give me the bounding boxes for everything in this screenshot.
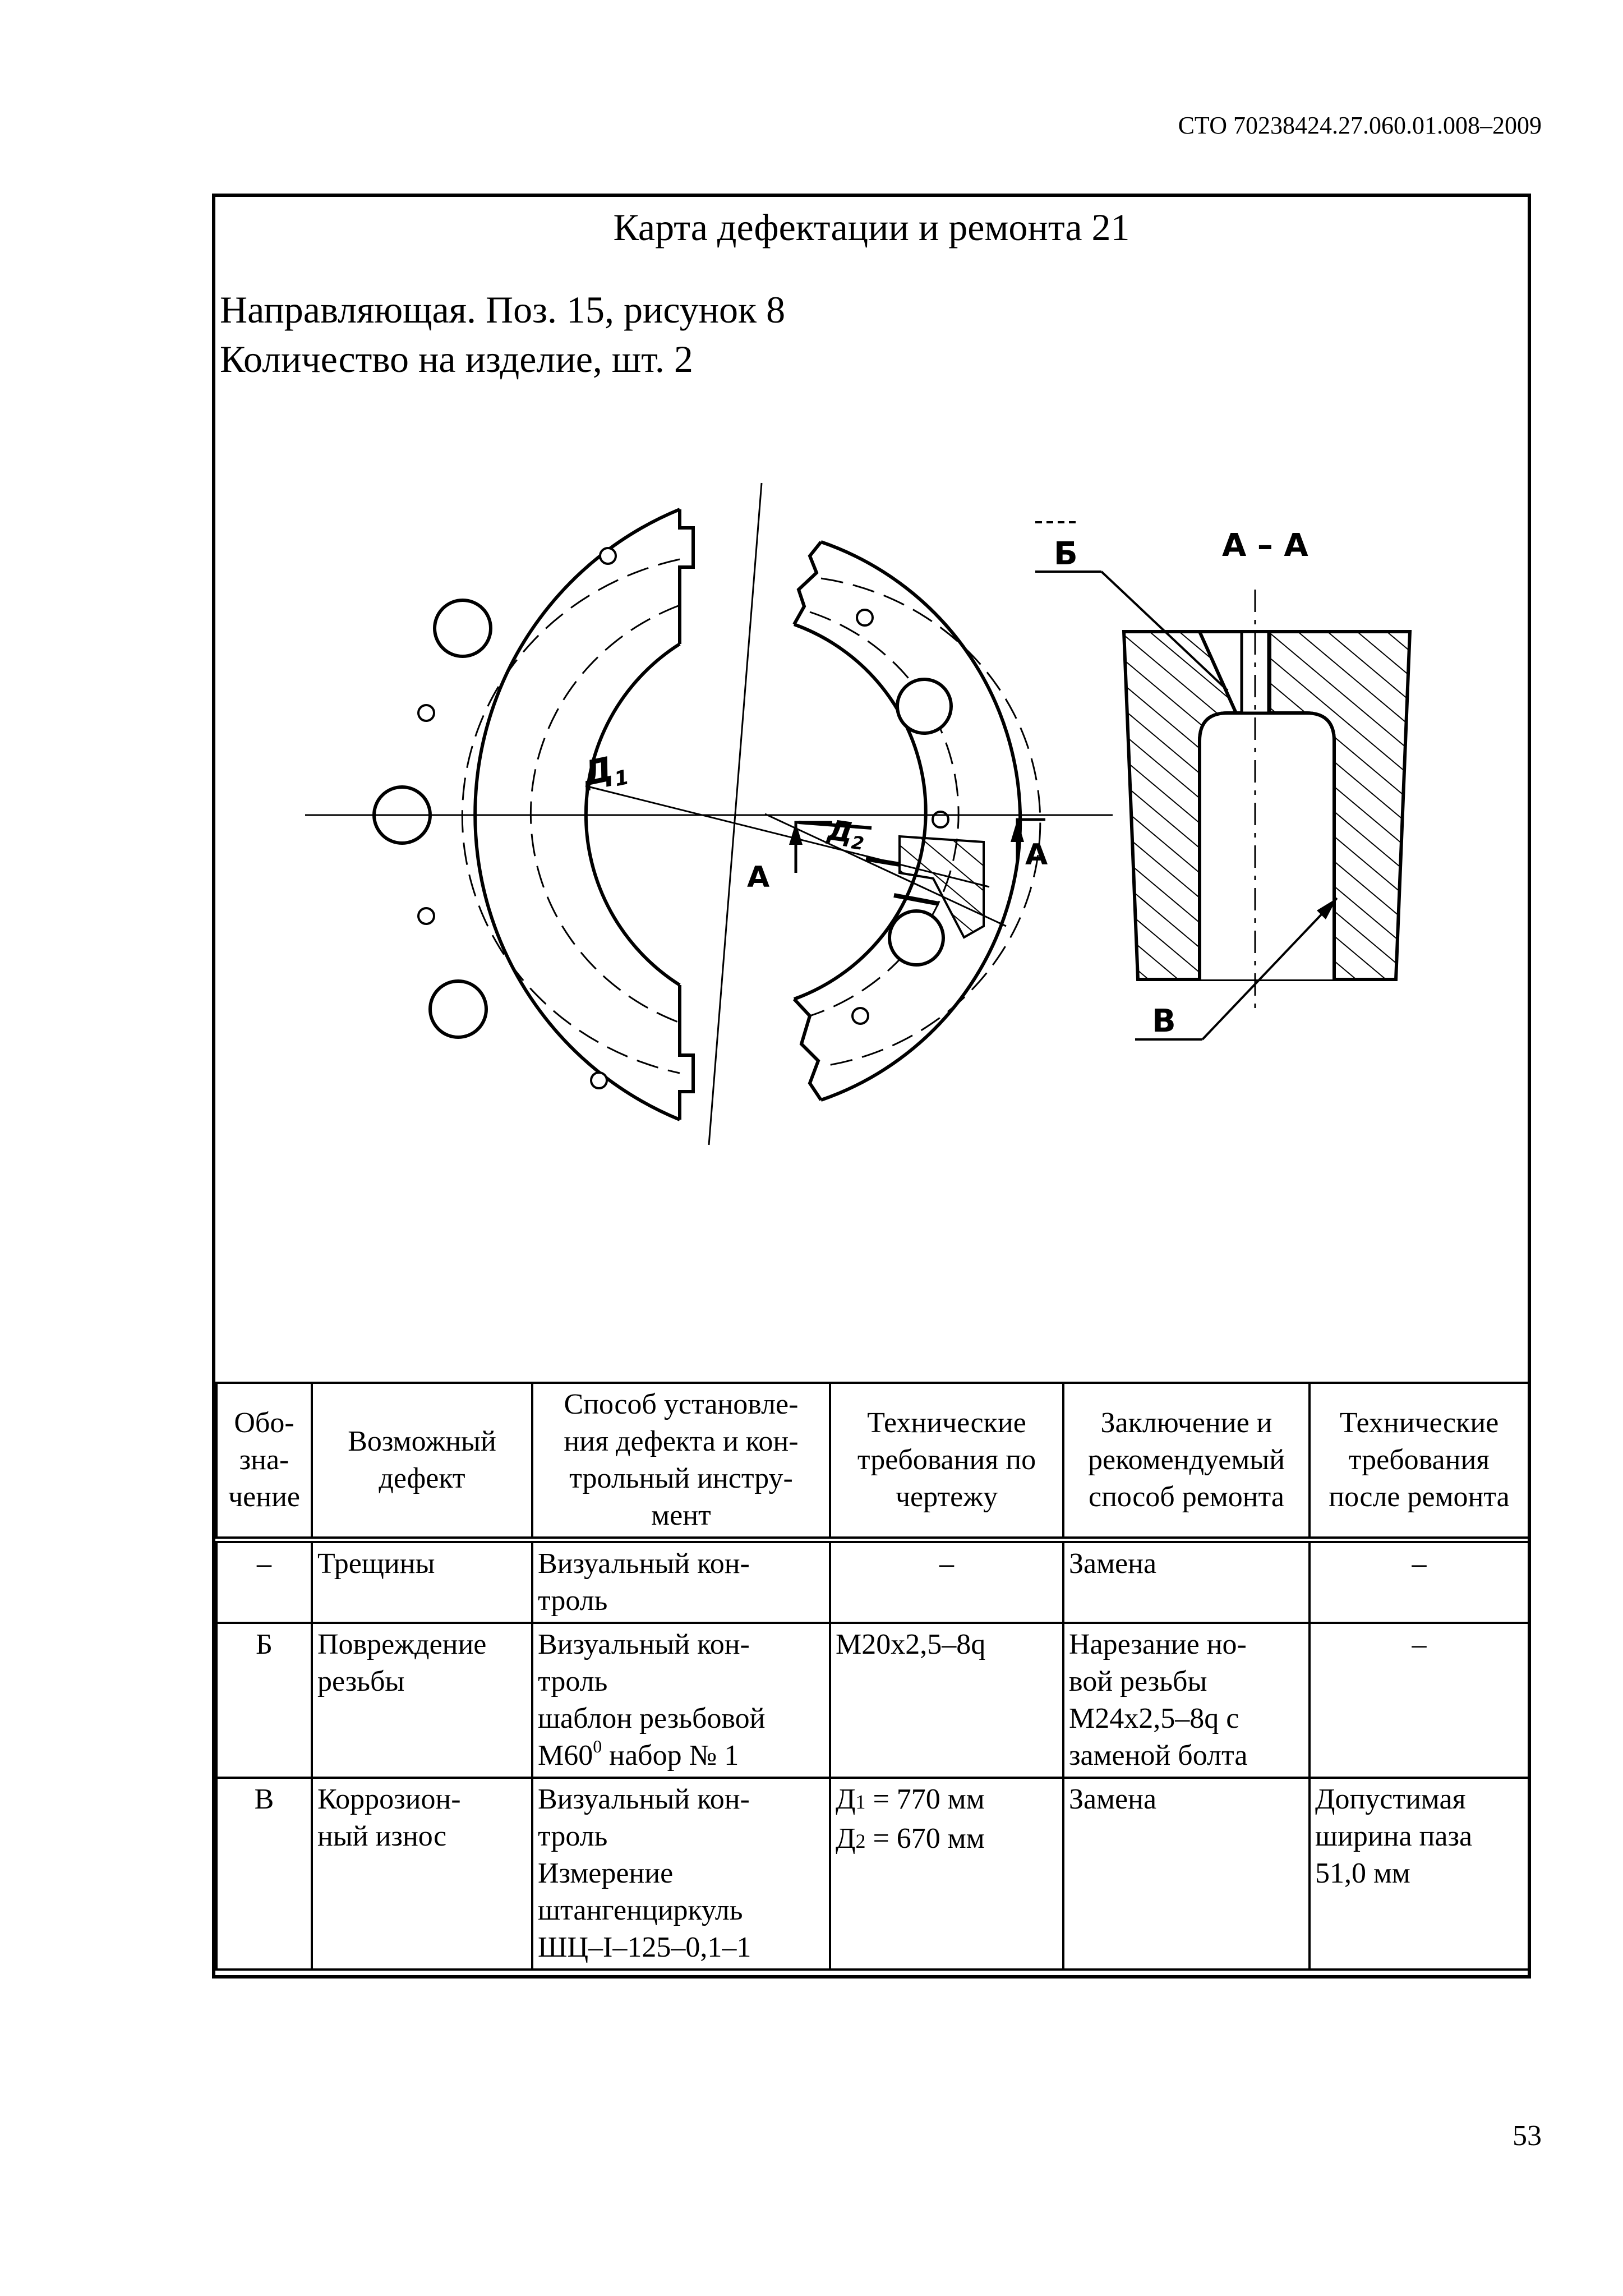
label-a-left: А xyxy=(747,861,770,894)
cell-req-after: Допустимая ширина паза 51,0 мм xyxy=(1310,1778,1529,1970)
col-header-req-drawing: Технические требования по чертежу xyxy=(830,1383,1063,1540)
card-title: Карта дефектации и ремонта 21 xyxy=(613,206,1130,249)
section-slot xyxy=(1200,713,1334,979)
right-bolt-3 xyxy=(852,1008,868,1024)
cell-req-drawing xyxy=(830,1778,1063,1970)
cell-req-after: – xyxy=(1310,1623,1529,1778)
cell-conclusion: Нарезание но- вой резьбы М24х2,5–8q с заменой болта xyxy=(1063,1623,1310,1778)
cell-method: Визуальный кон- троль xyxy=(532,1540,830,1623)
cell-method: Визуальный кон- троль Измерение штангенциркуль ШЦ–I–125–0,1–1 xyxy=(532,1778,830,1970)
part-quantity: Количество на изделие, шт. 2 xyxy=(220,338,693,380)
left-bolt-circle-outer xyxy=(462,559,680,1073)
right-bolt-2 xyxy=(933,812,948,827)
cell-req-drawing: – xyxy=(830,1540,1063,1623)
cell-defect: Повреждение резьбы xyxy=(312,1623,532,1778)
cell-designation: Б xyxy=(216,1623,312,1778)
cell-conclusion: Замена xyxy=(1063,1778,1310,1970)
cell-method-template: $М60^0$ набор № 1 xyxy=(538,1736,739,1772)
defect-table xyxy=(215,1382,1530,1971)
req-d2: Д2 = 670 мм xyxy=(836,1823,985,1855)
page-number: 53 xyxy=(1513,2120,1542,2152)
col-header-req-after: Технические требования после ремонта xyxy=(1310,1383,1529,1540)
vertical-axis-line xyxy=(709,483,762,1145)
label-v: В xyxy=(1152,1003,1176,1039)
cell-designation: В xyxy=(216,1778,312,1970)
col-header-method: Способ установле- ния дефекта и кон- трольный инстру- мент xyxy=(532,1383,830,1540)
right-hole-1 xyxy=(897,679,951,733)
cell-method-text: Визуальный кон- троль шаблон резьбовой xyxy=(538,1628,766,1734)
left-bolt-2 xyxy=(418,705,434,721)
label-d1: $Д_1$ xyxy=(579,749,631,794)
part-name: Направляющая. Поз. 15, рисунок 8 xyxy=(220,288,786,331)
cell-designation: – xyxy=(216,1540,312,1623)
left-bolt-3 xyxy=(418,908,434,924)
table-header-row xyxy=(216,1383,1529,1540)
cell-req-drawing: М20х2,5–8q xyxy=(830,1623,1063,1778)
col-header-defect: Возможный дефект xyxy=(312,1383,532,1540)
right-bolt-1 xyxy=(857,610,873,625)
left-bolt-1 xyxy=(600,548,616,564)
cell-defect: Коррозион- ный износ xyxy=(312,1778,532,1970)
left-bolt-circle-inner xyxy=(531,605,680,1023)
table-row xyxy=(216,1540,1529,1623)
right-hole-2 xyxy=(889,911,943,965)
radius-line-d1 xyxy=(585,786,989,887)
section-title: А – А xyxy=(1222,527,1308,564)
left-hole-3 xyxy=(430,981,486,1037)
col-header-designation: Обо- зна- чение xyxy=(216,1383,312,1540)
cell-method xyxy=(532,1623,830,1778)
left-hole-1 xyxy=(435,600,491,656)
table-row xyxy=(216,1778,1529,1970)
table-row xyxy=(216,1623,1529,1778)
cell-req-after: – xyxy=(1310,1540,1529,1623)
left-bolt-4 xyxy=(591,1073,607,1088)
document-code: СТО 70238424.27.060.01.008–2009 xyxy=(1178,112,1542,139)
label-b: Б xyxy=(1054,536,1078,572)
cell-defect: Трещины xyxy=(312,1540,532,1623)
label-d2: $Д_2$ xyxy=(826,813,865,855)
req-d1: Д1 = 770 мм xyxy=(836,1783,985,1815)
col-header-conclusion: Заключение и рекомендуемый способ ремонта xyxy=(1063,1383,1310,1540)
cell-conclusion: Замена xyxy=(1063,1540,1310,1623)
label-a-right: А xyxy=(1025,838,1048,872)
defect-card-frame xyxy=(212,194,1531,1978)
